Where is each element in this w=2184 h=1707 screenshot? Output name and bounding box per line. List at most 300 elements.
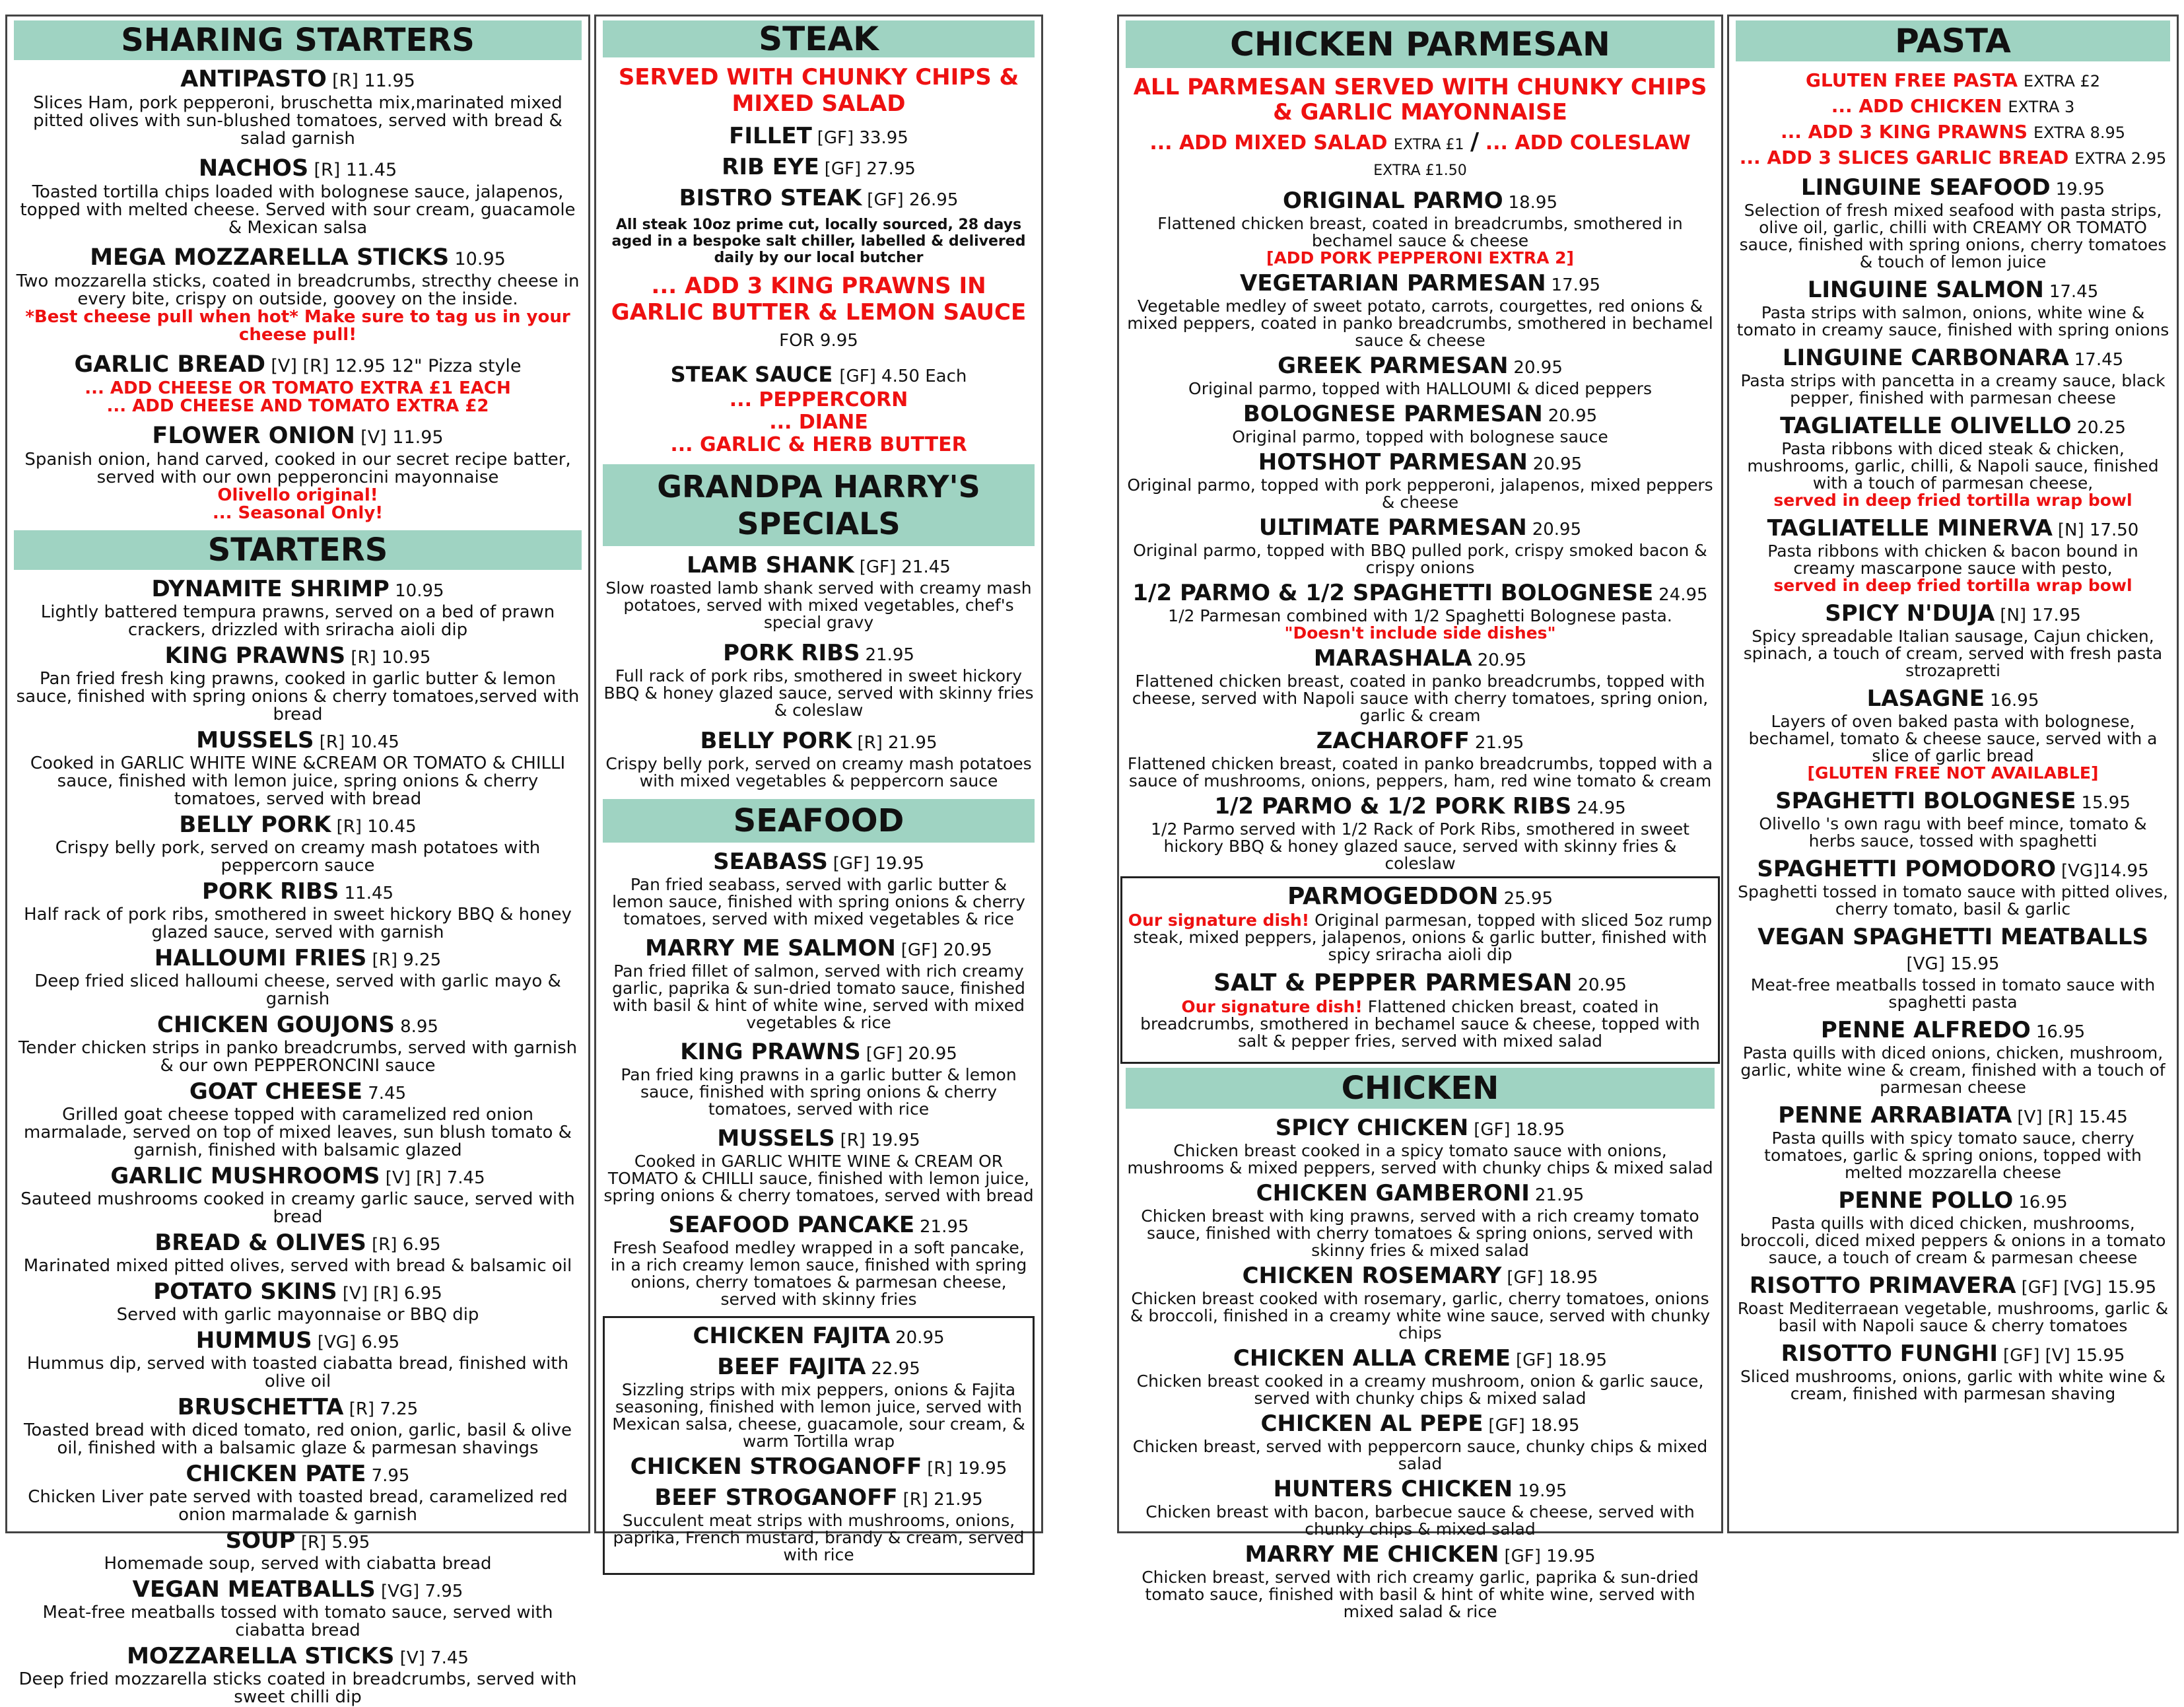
menu-item-name: GOAT CHEESE [189,1078,362,1105]
menu-item-price: [R] 11.95 [332,71,415,91]
menu-item-name: HUNTERS CHICKEN [1273,1476,1513,1502]
menu-item-price: 20.95 [1532,520,1582,540]
menu-item-heading [603,728,1035,755]
menu-item-description: Hummus dip, served with toasted ciabatta bread, finished with olive oil [26,1354,569,1391]
menu-item-name: PENNE ARRABIATA [1778,1102,2012,1129]
menu-item-heading [14,812,582,839]
menu-item-name: PARMOGEDDON [1287,883,1499,910]
column-pasta [1727,15,2179,1533]
menu-item-price: 20.25 [2076,418,2126,438]
menu-item-name: MEGA MOZZARELLA STICKS [90,244,450,271]
menu-item-price: 21.95 [1534,1185,1585,1205]
pasta-list [1736,175,2170,1403]
menu-item-description: Sliced mushrooms, onions, garlic with white wine & cream, finished with parmesan shaving [1740,1367,2166,1403]
menu-item [1736,1341,2170,1403]
steak-note: All steak 10oz prime cut, locally sourced, 28 days aged in a bespoke salt chiller, labelled & delivered daily by our local butcher [611,217,1026,266]
menu-item-description: Meat-free meatballs tossed with tomato sauce, served with ciabatta bread [42,1603,553,1640]
menu-item-name: LINGUINE SEAFOOD [1800,174,2051,201]
menu-item-heading [1128,970,1713,998]
menu-item-price: 19.95 [2055,180,2105,199]
menu-item [1736,175,2170,271]
menu-item-description: Served with garlic mayonnaise or BBQ dip [116,1305,479,1325]
menu-item-heading [1126,1115,1715,1142]
addon-coleslaw-price: EXTRA £1.50 [1373,162,1467,179]
menu-item-heading [14,576,582,604]
menu-item [14,1279,582,1324]
menu-item-note: served in deep fried tortilla wrap bowl [1773,576,2133,595]
menu-item-name: PENNE ALFREDO [1820,1017,2031,1043]
menu-item-price: [R] 21.95 [903,1490,983,1510]
menu-item-name: BREAD & OLIVES [154,1230,366,1256]
menu-item [1736,1273,2170,1335]
menu-item [1126,271,1715,349]
menu-item-name: BEEF FAJITA [717,1354,866,1380]
menu-item-price: [R] 6.95 [372,1235,441,1255]
menu-item-price: 11.45 [344,884,394,903]
menu-item [1736,1103,2170,1181]
menu-item-name: SALT & PEPPER PARMESAN [1213,969,1573,996]
menu-item-price: [VG] 6.95 [317,1333,400,1352]
menu-item-heading [1736,345,2170,372]
grandpa-list [603,553,1035,790]
menu-item-name: GARLIC BREAD [74,351,266,378]
menu-item-price: 17.95 [1551,275,1600,295]
menu-item [603,936,1035,1031]
menu-item-heading [1736,924,2170,977]
menu-item [1126,1411,1715,1473]
menu-item-name: SPICY N'DUJA [1825,600,1995,627]
menu-item [1126,515,1715,576]
menu-item-name: SEABASS [713,849,828,875]
menu-item-heading [1126,580,1715,608]
menu-item [14,1577,582,1640]
menu-item-name: ULTIMATE PARMESAN [1258,514,1527,541]
menu-item-name: MARRY ME CHICKEN [1245,1541,1499,1568]
menu-item-price: [R] 5.95 [300,1533,370,1552]
menu-item-description: Full rack of pork ribs, smothered in sweet hickory BBQ & honey glazed sauce, served with skinny fries & coleslaw [603,666,1034,720]
menu-item-heading [1126,1477,1715,1504]
menu-item-price: 16.95 [2018,1193,2068,1212]
menu-item-price: 17.45 [2049,282,2099,302]
menu-item-name: CHICKEN STROGANOFF [630,1453,922,1480]
pasta-addon [1736,120,2170,145]
menu-item [14,1395,582,1457]
menu-item-price: [GF] 20.95 [866,1044,957,1064]
menu-item-name: ANTIPASTO [180,66,327,92]
menu-item-name: PORK RIBS [201,878,339,905]
menu-item-price: 17.45 [2074,350,2124,370]
section-header-starters: STARTERS [14,530,582,570]
menu-item-price: [R] 21.95 [857,733,938,753]
parmesan-list [1126,188,1715,872]
menu-item [1128,970,1713,1050]
menu-item-heading [14,67,582,94]
menu-item-heading [14,1644,582,1671]
pasta-addon-price: EXTRA 3 [2008,98,2075,116]
menu-item-heading [603,155,1035,182]
menu-item-description: Olivello 's own ragu with beef mince, tomato & herbs sauce, tossed with spaghetti [1759,814,2147,851]
menu-item-price: 20.95 [1477,650,1527,670]
menu-item-description: Pan fried king prawns in a garlic butter & lemon sauce, finished with spring onions & cherry tomatoes, served with rice [621,1065,1017,1119]
menu-item-heading [1736,1341,2170,1368]
menu-item [14,1230,582,1275]
menu-item-note: served in deep fried tortilla wrap bowl [1773,491,2133,510]
menu-item-price: 20.95 [895,1328,945,1348]
menu-item [1126,1115,1715,1177]
menu-item-note: ... Seasonal Only! [212,503,384,523]
menu-item-heading [1126,401,1715,429]
section-header-pasta: PASTA [1736,20,2170,61]
menu-item-heading [1126,450,1715,477]
menu-item-description: Pasta ribbons with diced steak & chicken, mushrooms, garlic, chilli, & Napoli sauce, finished with a touch of parmesan cheese, [1747,439,2159,493]
menu-item-name: TAGLIATELLE MINERVA [1767,515,2053,541]
menu-item [603,641,1035,719]
menu-item [14,423,582,522]
section-header-sharing-starters: SHARING STARTERS [14,20,582,60]
menu-item-price: 20.95 [1548,406,1598,426]
menu-item-heading [14,879,582,906]
menu-item-name: PENNE POLLO [1838,1187,2014,1214]
menu-item-description: Original parmesan, topped with sliced 5oz rump steak, mixed peppers, jalapenos, onions & garlic butter, finished with spicy sriracha aioli dip [1133,911,1713,964]
menu-item-description: Toasted tortilla chips loaded with bolognese sauce, jalapenos, topped with melted cheese. Served with sour cream, guacamole & Mexican salsa [20,182,576,238]
menu-item-name: CHICKEN GOUJONS [157,1012,395,1038]
fajita-stroganoff-box [603,1316,1035,1575]
menu-item-price: [R] 19.95 [840,1131,920,1150]
menu-item-price: [GF] 18.95 [1507,1268,1598,1288]
menu-item-description: Vegetable medley of sweet potato, carrots, courgettes, red onions & mixed peppers, coated in panko breadcrumbs, smothered in bechamel sauce & cheese [1127,296,1713,350]
menu-item-description: Chicken Liver pate served with toasted bread, caramelized red onion marmalade & garnish [28,1487,568,1525]
menu-item [1126,1477,1715,1538]
menu-item [1736,345,2170,407]
menu-item-price: [GF] 27.95 [824,159,916,179]
sauce-option: ... GARLIC & HERB BUTTER [670,433,967,456]
seafood-list [603,849,1035,1308]
menu-item-description: Succulent meat strips with mushrooms, onions, paprika, French mustard, brandy & cream, served with rice [613,1511,1025,1564]
menu-item-heading [1126,646,1715,673]
menu-item-description: Marinated mixed pitted olives, served with bread & balsamic oil [23,1256,572,1276]
menu-item-description: Half rack of pork ribs, smothered in sweet hickory BBQ & honey glazed sauce, served with garnish [24,905,572,942]
menu-item-heading [603,1212,1035,1239]
menu-item-heading [1736,601,2170,628]
menu-item-name: ORIGINAL PARMO [1283,188,1503,214]
menu-item-price: [GF] 21.45 [859,557,951,577]
menu-item-heading [14,1461,582,1488]
menu-item-heading [1126,1411,1715,1438]
menu-item-heading [603,553,1035,580]
column-parmesan-chicken [1117,15,1723,1621]
menu-item-price: 19.95 [1518,1481,1567,1501]
menu-item-description: Pasta strips with pancetta in a creamy sauce, black pepper, finished with parmesan cheese [1740,371,2166,407]
steak-subheading: SERVED WITH CHUNKY CHIPS & MIXED SALAD [618,64,1019,117]
menu-item [603,1039,1035,1118]
menu-item-heading [1736,1188,2170,1215]
menu-item-price: [V] [R] 6.95 [342,1284,442,1304]
menu-item-heading [1736,413,2170,440]
menu-item-name: MARASHALA [1313,645,1472,672]
menu-item-heading [14,1230,582,1257]
menu-item-name: VEGETARIAN PARMESAN [1240,270,1546,296]
menu-item-heading [1126,1263,1715,1290]
chicken-list [1126,1115,1715,1620]
menu-item [1126,401,1715,446]
menu-item [603,155,1035,182]
menu-item [1736,856,2170,918]
section-header-chicken-parmesan: CHICKEN PARMESAN [1126,20,1715,68]
menu-item-name: CHICKEN GAMBERONI [1256,1180,1530,1206]
menu-item-price: [V] [R] 7.45 [385,1168,485,1188]
menu-item-note: Olivello original! [217,485,378,505]
menu-item [603,1212,1035,1308]
menu-item-heading [14,1012,582,1039]
steak-list [603,123,1035,213]
menu-item-name: MOZZARELLA STICKS [127,1643,395,1669]
menu-item [14,1079,582,1160]
parmesan-subheading: ALL PARMESAN SERVED WITH CHUNKY CHIPS & GARLIC MAYONNAISE [1133,74,1707,125]
menu-item-heading [1126,1542,1715,1569]
menu-item-name: LAMB SHANK [687,552,854,578]
menu-item-heading [1126,1346,1715,1373]
menu-item-description: Pan fried seabass, served with garlic butter & lemon sauce, finished with spring onions & cherry tomatoes, served with mixed vegetables & rice [612,875,1025,928]
menu-item-description: Flattened chicken breast, coated in panko breadcrumbs, topped with cheese, served with Napoli sauce with cherry tomatoes, spring onion, garlic & cream [1132,672,1709,725]
menu-item-note: Our signature dish! [1128,911,1310,930]
menu-item-name: CHICKEN ROSEMARY [1242,1263,1502,1289]
menu-item-heading [610,1354,1027,1381]
menu-item [1736,413,2170,509]
menu-item-price: 22.95 [871,1359,920,1379]
menu-item-description: Roast Mediterraean vegetable, mushrooms, garlic & basil with Napoli sauce & cherry tomatoes [1737,1299,2169,1335]
section-header-steak: STEAK [603,20,1035,57]
menu-item-name: SPAGHETTI POMODORO [1757,856,2056,882]
pasta-addon-price: EXTRA 8.95 [2033,123,2125,142]
menu-item-price: [GF] 18.95 [1474,1120,1565,1140]
menu-item-description: Chicken breast cooked in a spicy tomato sauce with onions, mushrooms & mixed peppers, served with chunky chips & mixed salad [1127,1141,1713,1177]
menu-item-name: TAGLIATELLE OLIVELLO [1780,413,2072,439]
menu-item [1736,1018,2170,1096]
menu-item-heading [610,1454,1027,1481]
menu-item-price: [V] 7.45 [399,1648,469,1668]
menu-item-description: Pan fried fresh king prawns, cooked in garlic butter & lemon sauce, finished with spring onions & cherry tomatoes,served with bread [16,669,580,724]
menu-item-description: Pasta quills with spicy tomato sauce, cherry tomatoes, garlic & spring onions, topped with melted mozzarella cheese [1764,1129,2142,1182]
menu-item-name: 1/2 PARMO & 1/2 SPAGHETTI BOLOGNESE [1132,580,1654,606]
starters-list [14,576,582,1706]
menu-item [610,1454,1027,1481]
menu-item-description: Deep fried sliced halloumi cheese, served with garlic mayo & garnish [34,971,561,1009]
menu-item-price: 15.95 [2081,793,2131,813]
menu-item-description: Toasted bread with diced tomato, red onion, garlic, basil & olive oil, finished with a balsamic glaze & parmesan shavings [23,1420,572,1458]
menu-item-price: [VG] 7.95 [380,1582,463,1601]
menu-item-description: Slices Ham, pork pepperoni, bruschetta mix,marinated mixed pitted olives with sun-blushed tomatoes, served with bread & salad garnish [33,93,563,149]
menu-item [1126,728,1715,790]
menu-item [14,67,582,148]
menu-item-name: RIB EYE [722,154,819,180]
menu-item [1736,788,2170,850]
menu-item [1126,1346,1715,1407]
menu-item-description: Chicken breast cooked in a creamy mushroom, onion & garlic sauce, served with chunky chips & mixed salad [1136,1372,1704,1408]
menu-item [1736,1188,2170,1267]
menu-item-heading [14,1395,582,1422]
pasta-addon-label: ... ADD 3 SLICES GARLIC BREAD [1739,147,2069,168]
menu-item-heading [14,1164,582,1191]
menu-item-heading [1128,884,1713,912]
steak-addon [603,273,1035,354]
menu-item-price: 7.45 [368,1084,407,1103]
menu-item [603,849,1035,928]
menu-item [1126,1542,1715,1620]
menu-item-name: LINGUINE CARBONARA [1782,345,2069,371]
menu-item-heading [1736,1103,2170,1130]
menu-item-description: Lightly battered tempura prawns, served on a bed of prawn crackers, drizzled with sriracha aioli dip [40,602,555,640]
pasta-addon-label: ... ADD 3 KING PRAWNS [1781,121,2028,143]
steak-addon-label: ... ADD 3 KING PRAWNS IN GARLIC BUTTER & LEMON SAUCE [611,273,1027,326]
menu-item-description: Chicken breast cooked with rosemary, garlic, cherry tomatoes, onions & broccoli, finished in a creamy white wine sauce, served with chunky chips [1130,1289,1711,1342]
menu-item [1126,353,1715,398]
menu-item-description: Original parmo, topped with pork pepperoni, jalapenos, mixed peppers & cheese [1127,475,1713,512]
addon-separator: / [1470,128,1480,155]
menu-item-heading [1736,1018,2170,1045]
menu-item-price: [GF] 18.95 [1488,1416,1580,1436]
menu-item-price: 20.95 [1577,975,1627,995]
menu-item-heading [603,1126,1035,1153]
menu-item-price: 8.95 [400,1017,438,1037]
menu-item-description: Layers of oven baked pasta with bolognese, bechamel, tomato & cheese sauce, served with a slice of garlic bread [1748,712,2158,765]
steak-sauce-price: [GF] 4.50 Each [839,366,967,386]
menu-item-price: [GF] 26.95 [867,190,959,210]
menu-item-name: FLOWER ONION [152,423,355,449]
menu-item-name: GARLIC MUSHROOMS [110,1163,380,1189]
menu-item-description: Selection of fresh mixed seafood with pasta strips, olive oil, garlic, chilli with CREAMY OR TOMATO sauce, finished with spring onions, cherry tomatoes & touch of lemon juice [1739,201,2167,271]
menu-item-name: BELLY PORK [179,812,331,838]
menu-item-description: Original parmo, topped with BBQ pulled pork, crispy smoked bacon & crispy onions [1133,541,1707,577]
menu-item-heading [603,641,1035,668]
menu-item [14,1328,582,1391]
menu-item [14,576,582,639]
menu-item-price: [R] 7.25 [349,1399,419,1419]
steak-addon-price: FOR 9.95 [779,331,858,351]
menu-item-description: Pasta quills with diced chicken, mushrooms, broccoli, diced mixed peppers & onions in a tomato sauce, a touch of cream & parmesan cheese [1740,1214,2166,1267]
menu-item [14,812,582,875]
menu-item-name: BEEF STROGANOFF [654,1484,898,1511]
menu-item-name: SEAFOOD PANCAKE [668,1212,915,1238]
menu-item-heading [1126,794,1715,821]
menu-item-price: 7.95 [371,1466,410,1486]
menu-item [1126,1263,1715,1342]
menu-item-name: HALLOUMI FRIES [154,945,367,971]
menu-item [610,1485,1027,1564]
menu-item-note: "Doesn't include side dishes" [1284,623,1556,643]
menu-item-heading [603,936,1035,963]
menu-item-description: 1/2 Parmesan combined with 1/2 Spaghetti Bolognese pasta. [1168,606,1672,625]
menu-item-name: RISOTTO PRIMAVERA [1749,1272,2016,1299]
menu-item-price: [R] 10.95 [351,648,431,668]
menu-item-name: ZACHAROFF [1316,728,1470,754]
menu-item-price: 24.95 [1577,798,1626,818]
menu-item [14,1461,582,1524]
menu-item [610,1354,1027,1450]
menu-item-name: VEGAN MEATBALLS [132,1576,376,1603]
menu-item-heading [1126,515,1715,542]
menu-item [1736,277,2170,339]
menu-item-name: POTATO SKINS [153,1278,337,1305]
menu-item-name: PORK RIBS [723,640,860,666]
menu-item [14,245,582,344]
menu-item-name: SOUP [225,1527,296,1554]
menu-item-price: [VG]14.95 [2061,861,2149,881]
pasta-addon [1736,68,2170,94]
menu-item-name: FILLET [729,123,812,149]
menu-item-heading [1126,728,1715,755]
menu-item-price: 10.95 [454,249,506,269]
menu-item-note: ... ADD CHEESE OR TOMATO EXTRA £1 EACH [85,378,511,398]
menu-item-heading [603,1039,1035,1066]
pasta-addon-price: EXTRA £2 [2023,72,2101,90]
menu-item-heading [14,946,582,973]
menu-item [14,946,582,1008]
menu-item-price: 20.95 [1532,454,1583,474]
addon-mixed-salad: ... ADD MIXED SALAD [1149,131,1388,155]
menu-item-name: VEGAN SPAGHETTI MEATBALLS [1757,924,2148,950]
menu-item-heading [14,1079,582,1106]
menu-item-price: [GF] 20.95 [901,940,992,960]
column-starters [5,15,590,1707]
menu-item-heading [14,1528,582,1555]
menu-item-price: 20.95 [1513,358,1563,378]
section-header-seafood: SEAFOOD [603,799,1035,843]
steak-sauce-name: STEAK SAUCE [670,362,833,387]
menu-item-price: [N] 17.95 [2000,606,2081,625]
menu-item-price: [R] 9.25 [372,950,442,970]
menu-item-description: Meat-free meatballs tossed in tomato sauce with spaghetti pasta [1750,975,2156,1012]
menu-item-price: 21.95 [865,645,914,665]
menu-item-note: [GLUTEN FREE NOT AVAILABLE] [1807,763,2099,783]
menu-item-note: ... ADD CHEESE AND TOMATO EXTRA £2 [106,396,489,416]
menu-item [14,728,582,808]
menu-item-price: [R] 10.45 [336,817,417,837]
menu-item-price: 21.95 [1474,733,1524,753]
menu-item-heading [14,1328,582,1355]
menu-item-name: MARRY ME SALMON [645,935,896,961]
menu-item-price: [R] 10.45 [319,732,399,752]
menu-item-heading [1736,175,2170,202]
steak-sauce [603,362,1035,389]
menu-item [1736,924,2170,1011]
menu-item-description: Crispy belly pork, served on creamy mash potatoes with peppercorn sauce [55,838,541,876]
section-header-chicken: CHICKEN [1126,1068,1715,1109]
menu-item-price: [GF] 19.95 [833,854,924,874]
menu-item [1126,580,1715,642]
menu-item-heading [1736,686,2170,713]
menu-item-description: Chicken breast with bacon, barbecue sauce & cheese, served with chunky chips & mixed salad [1145,1502,1695,1539]
menu-item-price: [GF] [VG] 15.95 [2021,1278,2157,1298]
menu-item-heading [603,849,1035,876]
menu-item-heading [1126,188,1715,215]
menu-item-heading [1736,1273,2170,1300]
menu-item-heading [603,123,1035,151]
menu-item-note: *Best cheese pull when hot* Make sure to tag us in your cheese pull! [25,307,570,345]
menu-item [14,1164,582,1226]
parmesan-addons [1126,130,1715,183]
menu-item [603,123,1035,151]
menu-item-heading [14,423,582,451]
menu-item-name: BELLY PORK [700,728,852,754]
menu-item-price: 24.95 [1658,585,1708,605]
menu-item-name: CHICKEN ALLA CREME [1233,1345,1511,1372]
pasta-addon-label: ... ADD CHICKEN [1831,95,2002,117]
menu-item-description: Slow roasted lamb shank served with creamy mash potatoes, served with mixed vegetables, chef's special gravy [605,578,1032,632]
menu-item-name: DYNAMITE SHRIMP [151,576,390,602]
menu-item [1126,1181,1715,1259]
menu-item-price: [V] [R] 12.95 12" Pizza style [271,356,522,376]
menu-item-name: MUSSELS [196,727,314,753]
